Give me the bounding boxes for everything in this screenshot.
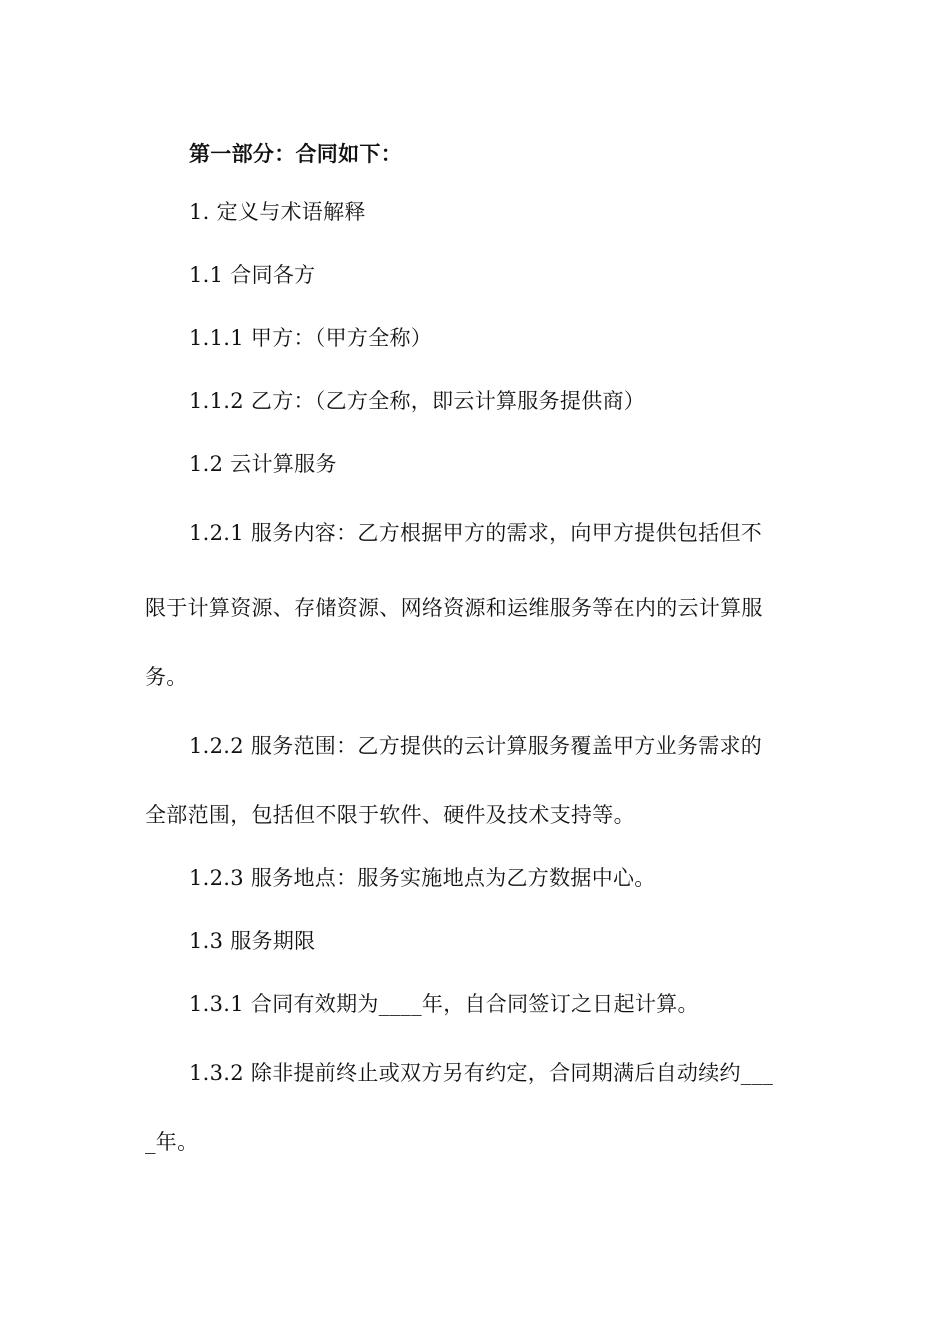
clause-1-1-1: 1.1.1 甲方：（甲方全称） [189,325,433,350]
clause-1-2-2-line-1: 1.2.2 服务范围：乙方提供的云计算服务覆盖甲方业务需求的 [189,733,763,758]
clause-1-2-1-line-2: 限于计算资源、存储资源、网络资源和运维服务等在内的云计算服 [145,595,763,620]
clause-1-2-2-line-2: 全部范围，包括但不限于软件、硬件及技术支持等。 [145,802,635,827]
clause-1-2-1-line-1: 1.2.1 服务内容：乙方根据甲方的需求，向甲方提供包括但不 [189,520,763,545]
clause-1-3: 1.3 服务期限 [189,928,316,953]
contract-body [145,128,807,1173]
clause-1-2: 1.2 云计算服务 [189,451,337,476]
clause-1-2-3: 1.2.3 服务地点：服务实施地点为乙方数据中心。 [189,865,656,890]
clause-1-3-2-line-1: 1.3.2 除非提前终止或双方另有约定，合同期满后自动续约___ [189,1060,774,1085]
clause-1-3-2-line-2: _年。 [145,1129,199,1154]
clause-1-1: 1.1 合同各方 [189,262,316,287]
clause-1-3-1: 1.3.1 合同有效期为____年，自合同签订之日起计算。 [189,991,699,1016]
section-heading: 第一部分：合同如下： [189,141,402,166]
clause-1-2-1-line-3: 务。 [145,664,188,689]
clause-1-1-2: 1.1.2 乙方：（乙方全称，即云计算服务提供商） [189,388,646,413]
clause-1: 1. 定义与术语解释 [189,199,366,224]
